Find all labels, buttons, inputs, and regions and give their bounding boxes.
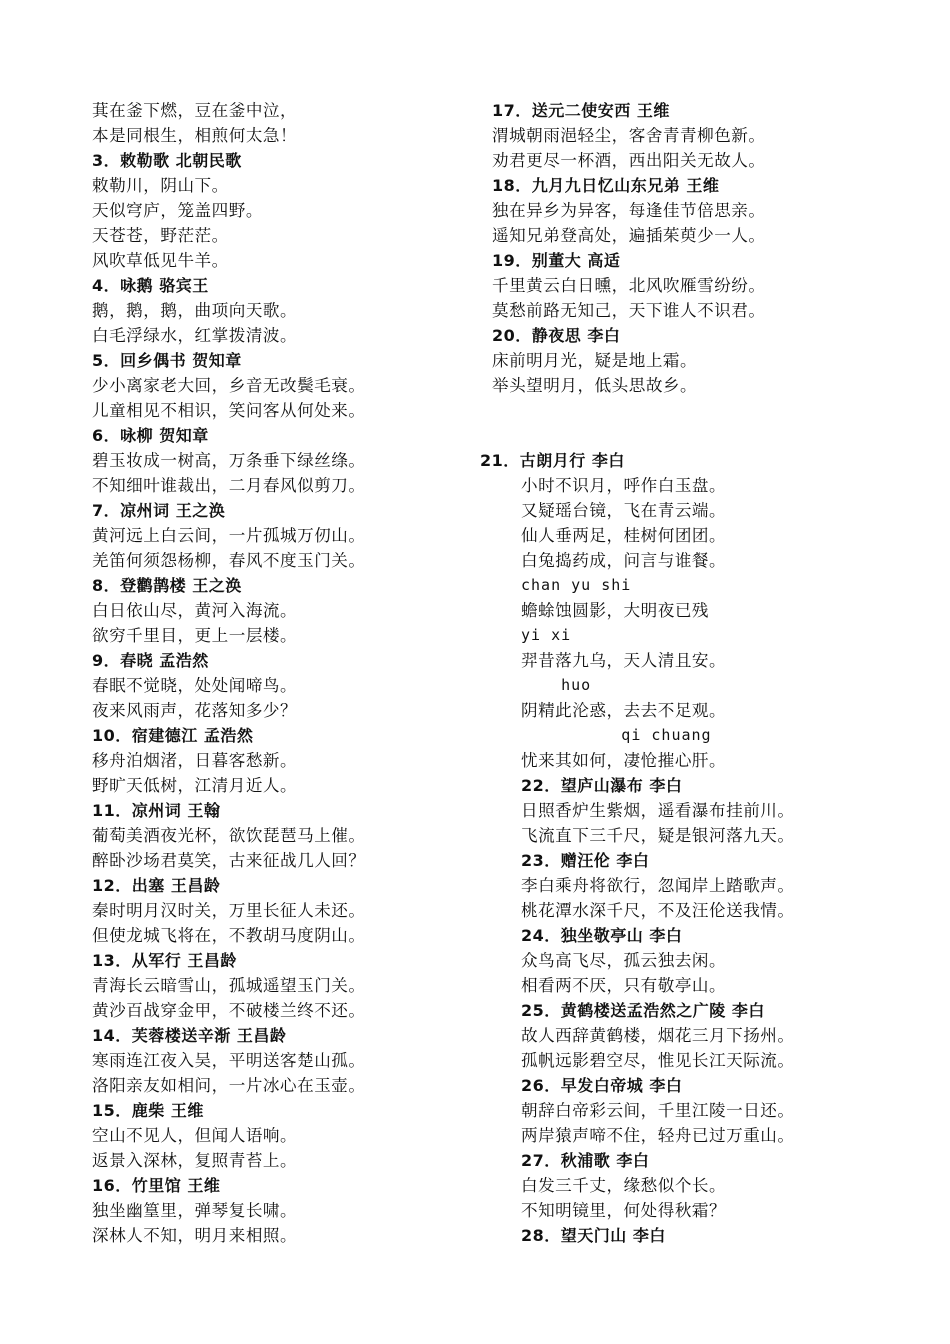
- poem-title: 7．凉州词 王之涣: [92, 501, 226, 520]
- poem-line: 醉卧沙场君莫笑，古来征战几人回？: [92, 851, 366, 870]
- poem-title: 6．咏柳 贺知章: [92, 426, 209, 445]
- right-column-bottom: [480, 448, 920, 1248]
- poem-line: 故人西辞黄鹤楼，烟花三月下扬州。: [521, 1026, 795, 1045]
- poem-line: 不知细叶谁裁出，二月春风似剪刀。: [92, 476, 366, 495]
- poem-title: 10．宿建德江 孟浩然: [92, 726, 254, 745]
- poem-line: 日照香炉生紫烟，遥看瀑布挂前川。: [521, 801, 795, 820]
- poem-line: 天苍苍，野茫茫。: [92, 226, 229, 245]
- poem-line: 莫愁前路无知己，天下谁人不识君。: [492, 301, 766, 320]
- poem-line: 秦时明月汉时关，万里长征人未还。: [92, 901, 366, 920]
- poem-line: 风吹草低见牛羊。: [92, 251, 229, 270]
- pinyin-annotation: chan yu shi: [521, 576, 632, 594]
- poem-line: 野旷天低树，江清月近人。: [92, 776, 298, 795]
- poem-line: 白日依山尽，黄河入海流。: [92, 601, 298, 620]
- poem-line: 小时不识月，呼作白玉盘。: [521, 476, 727, 495]
- poem-line: 空山不见人，但闻人语响。: [92, 1126, 298, 1145]
- poem-line: 朝辞白帝彩云间，千里江陵一日还。: [521, 1101, 795, 1120]
- poem-line: 萁在釜下燃，豆在釜中泣，: [92, 101, 298, 120]
- poem-title: 14．芙蓉楼送辛渐 王昌龄: [92, 1026, 287, 1045]
- poem-line: 儿童相见不相识，笑问客从何处来。: [92, 401, 366, 420]
- poem-title: 27．秋浦歌 李白: [521, 1151, 650, 1170]
- poem-line: 蟾蜍蚀圆影，大明夜已残: [521, 601, 710, 620]
- poem-line: 李白乘舟将欲行，忽闻岸上踏歌声。: [521, 876, 795, 895]
- poem-line: 仙人垂两足，桂树何团团。: [521, 526, 727, 545]
- poem-line: 碧玉妆成一树高，万条垂下绿丝绦。: [92, 451, 366, 470]
- poem-title: 20．静夜思 李白: [492, 326, 621, 345]
- pinyin-annotation: qi chuang: [521, 726, 712, 744]
- poem-title: 17．送元二使安西 王维: [492, 101, 670, 120]
- poem-title: 8．登鹳鹊楼 王之涣: [92, 576, 242, 595]
- poem-line: 羿昔落九乌，天人清且安。: [521, 651, 727, 670]
- poem-line: 又疑瑶台镜，飞在青云端。: [521, 501, 727, 520]
- poem-title: 19．别董大 高适: [492, 251, 621, 270]
- poem-line: 白兔捣药成，问言与谁餐。: [521, 551, 727, 570]
- pinyin-annotation: huo: [521, 676, 592, 694]
- poem-line: 举头望明月，低头思故乡。: [492, 376, 698, 395]
- poem-title: 26．早发白帝城 李白: [521, 1076, 683, 1095]
- poem-title: 13．从军行 王昌龄: [92, 951, 237, 970]
- poem-line: 飞流直下三千尺，疑是银河落九天。: [521, 826, 795, 845]
- poem-line: 白毛浮绿水，红掌拨清波。: [92, 326, 298, 345]
- poem-line: 移舟泊烟渚，日暮客愁新。: [92, 751, 298, 770]
- poem-line: 返景入深林，复照青苔上。: [92, 1151, 298, 1170]
- poem-line: 劝君更尽一杯酒，西出阳关无故人。: [492, 151, 766, 170]
- poem-line: 敕勒川，阴山下。: [92, 176, 229, 195]
- left-column: [92, 98, 452, 1248]
- poem-line: 羌笛何须怨杨柳，春风不度玉门关。: [92, 551, 366, 570]
- poem-title: 11．凉州词 王翰: [92, 801, 221, 820]
- poem-line: 阴精此沦惑，去去不足观。: [521, 701, 727, 720]
- poem-title: 9．春晓 孟浩然: [92, 651, 209, 670]
- poem-line: 葡萄美酒夜光杯，欲饮琵琶马上催。: [92, 826, 366, 845]
- poem-line: 欲穷千里目，更上一层楼。: [92, 626, 298, 645]
- poem-line: 渭城朝雨浥轻尘，客舍青青柳色新。: [492, 126, 766, 145]
- poem-line: 众鸟高飞尽，孤云独去闲。: [521, 951, 727, 970]
- poem-line: 床前明月光，疑是地上霜。: [492, 351, 698, 370]
- poem-line: 白发三千丈，缘愁似个长。: [521, 1176, 727, 1195]
- poem-title: 18．九月九日忆山东兄弟 王维: [492, 176, 720, 195]
- poem-title: 21．古朗月行 李白: [480, 451, 625, 470]
- poem-line: 少小离家老大回，乡音无改鬓毛衰。: [92, 376, 366, 395]
- poem-title: 3．敕勒歌 北朝民歌: [92, 151, 242, 170]
- poem-line: 千里黄云白日曛，北风吹雁雪纷纷。: [492, 276, 766, 295]
- poem-line: 孤帆远影碧空尽，惟见长江天际流。: [521, 1051, 795, 1070]
- poem-title: 23．赠汪伦 李白: [521, 851, 650, 870]
- poem-title: 4．咏鹅 骆宾王: [92, 276, 209, 295]
- poem-line: 独在异乡为异客，每逢佳节倍思亲。: [492, 201, 766, 220]
- poem-title: 28．望天门山 李白: [521, 1226, 666, 1245]
- poem-line: 深林人不知，明月来相照。: [92, 1226, 298, 1245]
- poem-line: 天似穹庐，笼盖四野。: [92, 201, 263, 220]
- poem-line: 桃花潭水深千尺，不及汪伦送我情。: [521, 901, 795, 920]
- poem-line: 青海长云暗雪山，孤城遥望玉门关。: [92, 976, 366, 995]
- poem-line: 独坐幽篁里，弹琴复长啸。: [92, 1201, 298, 1220]
- poem-line: 洛阳亲友如相问，一片冰心在玉壶。: [92, 1076, 366, 1095]
- right-column-top: [492, 98, 912, 398]
- poem-line: 黄沙百战穿金甲，不破楼兰终不还。: [92, 1001, 366, 1020]
- pinyin-annotation: yi xi: [521, 626, 572, 644]
- poem-title: 16．竹里馆 王维: [92, 1176, 221, 1195]
- poem-line: 春眠不觉晓，处处闻啼鸟。: [92, 676, 298, 695]
- poem-title: 25．黄鹤楼送孟浩然之广陵 李白: [521, 1001, 765, 1020]
- poem-line: 本是同根生，相煎何太急！: [92, 126, 298, 145]
- poem-title: 5．回乡偶书 贺知章: [92, 351, 242, 370]
- poem-line: 相看两不厌，只有敬亭山。: [521, 976, 727, 995]
- poem-title: 12．出塞 王昌龄: [92, 876, 221, 895]
- poem-title: 15．鹿柴 王维: [92, 1101, 204, 1120]
- poem-title: 22．望庐山瀑布 李白: [521, 776, 683, 795]
- poem-line: 夜来风雨声，花落知多少？: [92, 701, 298, 720]
- poem-line: 遥知兄弟登高处，遍插茱萸少一人。: [492, 226, 766, 245]
- poem-line: 两岸猿声啼不住，轻舟已过万重山。: [521, 1126, 795, 1145]
- poem-line: 不知明镜里，何处得秋霜？: [521, 1201, 727, 1220]
- poem-line: 黄河远上白云间，一片孤城万仞山。: [92, 526, 366, 545]
- poem-title: 24．独坐敬亭山 李白: [521, 926, 683, 945]
- poem-line: 寒雨连江夜入吴，平明送客楚山孤。: [92, 1051, 366, 1070]
- poem-line: 鹅，鹅，鹅，曲项向天歌。: [92, 301, 298, 320]
- poem-line: 忧来其如何，凄怆摧心肝。: [521, 751, 727, 770]
- poem-line: 但使龙城飞将在，不教胡马度阴山。: [92, 926, 366, 945]
